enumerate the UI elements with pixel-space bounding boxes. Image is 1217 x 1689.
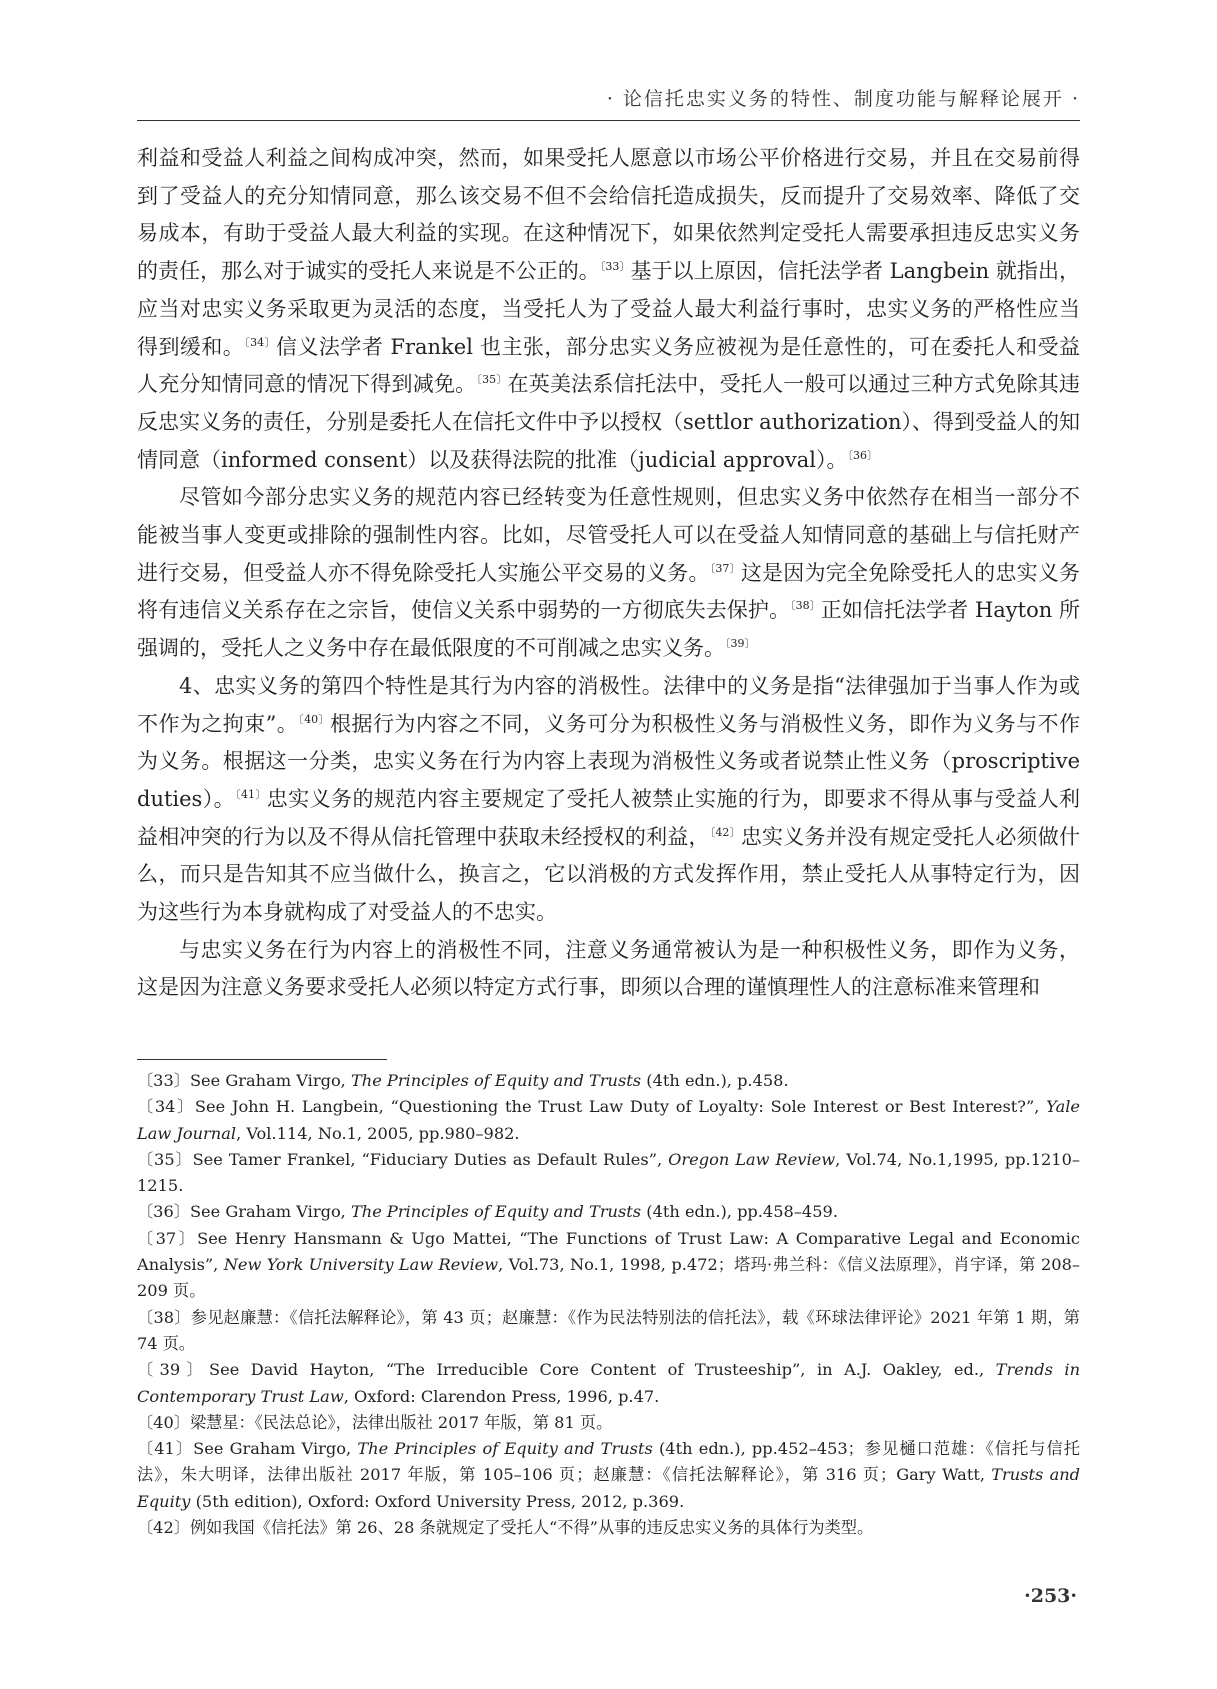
footnote-title-italic: Trusts and Equity (137, 1465, 1081, 1511)
body-paragraph (137, 932, 1080, 1007)
paragraph-text: 根据行为内容之不同，义务可分为积极性义务与消极性义务，即作为义务与不作为义务。根据这一分类，忠实义务在行为内容上表现为消极性义务或者说禁止性义务（proscriptive duties）。 (137, 711, 1080, 811)
footnote-rule (137, 1059, 387, 1060)
footnote-text: 〔38〕参见赵廉慧：《信托法解释论》，第 43 页；赵廉慧：《作为民法特别法的信托法》，载《环球法律评论》2021 年第 1 期，第 74 页。 (137, 1307, 1080, 1353)
paragraph-text: 这是因为完全免除受托人的忠实义务将有违信义关系存在之宗旨，使信义关系中弱势的一方彻底失去保护。 (137, 560, 1081, 623)
paragraph-text: 忠实义务的规范内容主要规定了受托人被禁止实施的行为，即要求不得从事与受益人利益相冲突的行为以及不得从信托管理中获取未经授权的利益， (137, 786, 1080, 849)
body-paragraph (137, 140, 1080, 479)
paragraph-text: 利益和受益人利益之间构成冲突，然而，如果受托人愿意以市场公平价格进行交易，并且在交易前得到了受益人的充分知情同意，那么该交易不但不会给信托造成损失，反而提升了交易效率、降低了交易成本，有助于受益人最大利益的实现。在这种情况下，如果依然判定受托人需要承担违反忠实义务的责任，那么对于诚实的受托人来说是不公正的。 (137, 146, 1080, 284)
body-paragraph (137, 479, 1080, 668)
footnote-title-italic: The Principles of Equity and Trusts (357, 1439, 653, 1459)
body-paragraph (137, 668, 1080, 932)
footnote-text: 〔41〕See Graham Virgo, (137, 1439, 358, 1459)
footnote-ref: 〔36〕 (847, 448, 879, 462)
footnote-text: , Vol.74, No.1,1995, pp.1210–1215. (137, 1149, 1080, 1196)
footnote (137, 1305, 1080, 1358)
footnote-title-italic: Oregon Law Review (668, 1149, 836, 1169)
footnote-ref: 〔34〕 (244, 335, 277, 349)
paragraph-text: 忠实义务并没有规定受托人必须做什么，而只是告知其不应当做什么，换言之，它以消极的方式发挥作用，禁止受托人从事特定行为，因为这些行为本身就构成了对受益人的不忠实。 (137, 824, 1081, 925)
footnote (137, 1410, 1080, 1436)
footnote-ref: 〔37〕 (709, 561, 741, 575)
footnote-ref: 〔42〕 (709, 825, 741, 839)
footnote-text: 〔36〕See Graham Virgo, (137, 1202, 351, 1222)
footnote-text: (4th edn.), p.458. (641, 1071, 789, 1090)
footnote-ref: 〔38〕 (790, 599, 821, 613)
footnote-text: , Oxford: Clarendon Press, 1996, p.47. (343, 1386, 660, 1406)
footnote-ref: 〔40〕 (298, 712, 331, 726)
footnote-title-italic: Yale Law Journal (137, 1097, 1080, 1143)
running-head: · 论信托忠实义务的特性、制度功能与解释论展开 · (606, 88, 1080, 110)
footnote-text: (5th edition), Oxford: Oxford University Press, 2012, p.369. (190, 1491, 685, 1511)
footnote-ref: 〔35〕 (476, 373, 508, 387)
footnote (137, 1068, 1080, 1094)
paragraph-text: 4、忠实义务的第四个特性是其行为内容的消极性。法律中的义务是指“法律强加于当事人作为或不作为之拘束”。 (137, 673, 1080, 736)
header-rule (137, 120, 1080, 121)
footnote-text: (4th edn.), pp.458–459. (641, 1202, 838, 1222)
footnote (137, 1357, 1080, 1410)
paragraph-text: 信义法学者 Frankel 也主张，部分忠实义务应被视为是任意性的，可在委托人和受益人充分知情同意的情况下得到减免。 (137, 334, 1080, 397)
footnote-text: 〔34〕See John H. Langbein, “Questioning the Trust Law Duty of Loyalty: Sole Interest or Best Interest?”, (137, 1097, 1047, 1117)
paragraph-text: 与忠实义务在行为内容上的消极性不同，注意义务通常被认为是一种积极性义务，即作为义务，这是因为注意义务要求受托人必须以特定方式行事，即须以合理的谨慎理性人的注意标准来管理和 (137, 937, 1080, 1000)
footnote-title-italic: The Principles of Equity and Trusts (350, 1202, 642, 1222)
footnote-text: 〔37〕See Henry Hansmann & Ugo Mattei, “The Functions of Trust Law: A Comparative Legal and Economic Analysis”, (137, 1228, 1080, 1275)
paragraph-text: 在英美法系信托法中，受托人一般可以通过三种方式免除其违反忠实义务的责任，分别是委托人在信托文件中予以授权（settlor authorization）、得到受益人的知情同意（informed consent）以及获得法院的批准（judicial approval）。 (137, 372, 1081, 472)
footnote (137, 1515, 1080, 1541)
page-number: ·253· (1024, 1585, 1077, 1607)
footnote (137, 1436, 1080, 1515)
body-text (137, 140, 1080, 1007)
footnote (137, 1094, 1080, 1147)
footnote-text: , Vol.73, No.1, 1998, p.472；塔玛·弗兰科：《信义法原理》，肖宇译，第 208–209 页。 (137, 1255, 1080, 1301)
footnote-ref: 〔33〕 (599, 260, 631, 274)
footnote-text: 〔35〕See Tamer Frankel, “Fiduciary Duties as Default Rules”, (137, 1149, 669, 1169)
footnote (137, 1147, 1080, 1200)
footnote-text: 〔42〕例如我国《信托法》第 26、28 条就规定了受托人“不得”从事的违反忠实义务的具体行为类型。 (137, 1518, 874, 1538)
paragraph-text: 尽管如今部分忠实义务的规范内容已经转变为任意性规则，但忠实义务中依然存在相当一部分不能被当事人变更或排除的强制性内容。比如，尽管受托人可以在受益人知情同意的基础上与信托财产进行交易，但受益人亦不得免除受托人实施公平交易的义务。 (137, 485, 1080, 585)
footnote-text: 〔33〕See Graham Virgo, (137, 1071, 351, 1090)
footnote-text: (4th edn.), pp.452–453；参见樋口范雄：《信托与信托法》，朱大明译，法律出版社 2017 年版，第 105–106 页；赵廉慧：《信托法解释论》，第 316 页；Gary Watt, (137, 1439, 1080, 1485)
paragraph-text: 正如信托法学者 Hayton 所强调的，受托人之义务中存在最低限度的不可削减之忠实义务。 (137, 598, 1081, 661)
footnote-text: 〔39〕See David Hayton, “The Irreducible Core Content of Trusteeship”, in A.J. Oakley, ed., (137, 1360, 996, 1380)
footnote-ref: 〔39〕 (725, 637, 756, 651)
footnote-title-italic: Trends in Contemporary Trust Law (137, 1360, 1080, 1406)
footnote-text: , Vol.114, No.1, 2005, pp.980–982. (236, 1123, 520, 1143)
footnote (137, 1199, 1080, 1225)
footnote (137, 1226, 1080, 1305)
footnote-ref: 〔41〕 (235, 787, 267, 801)
footnote-text: 〔40〕梁慧星：《民法总论》，法律出版社 2017 年版，第 81 页。 (137, 1412, 613, 1432)
footnotes (137, 1068, 1080, 1541)
paragraph-text: 基于以上原因，信托法学者 Langbein 就指出，应当对忠实义务采取更为灵活的态度，当受托人为了受益人最大利益行事时，忠实义务的严格性应当得到缓和。 (137, 259, 1081, 359)
footnote-title-italic: New York University Law Review (223, 1255, 499, 1275)
footnote-title-italic: The Principles of Equity and Trusts (350, 1071, 642, 1090)
